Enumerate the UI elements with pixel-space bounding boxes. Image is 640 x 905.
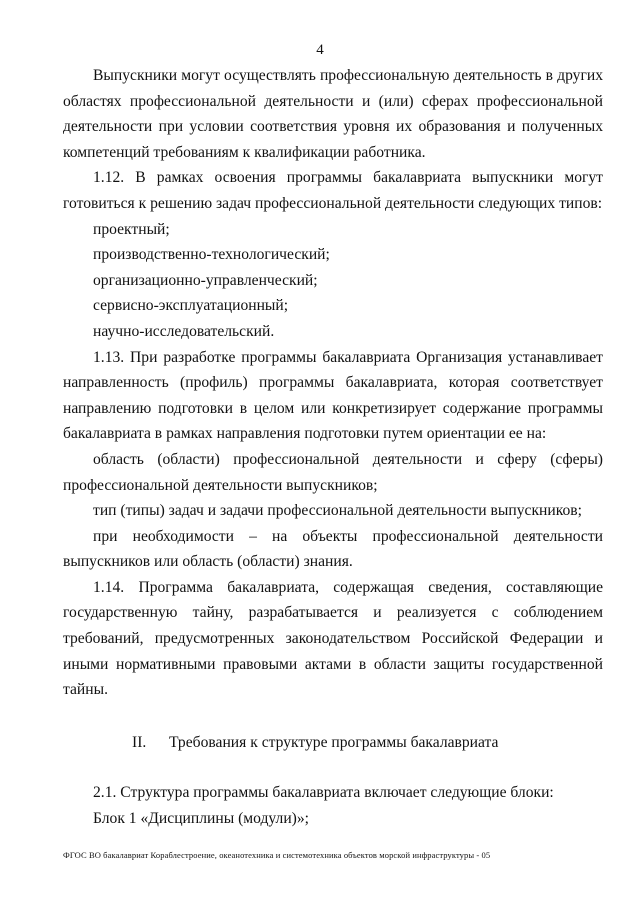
- page-number: 4: [316, 42, 324, 58]
- list-item-type: организационно-управленческий;: [93, 271, 318, 289]
- paragraph-1-14: 1.14. Программа бакалавриата, содержащая сведения, составляющие государственную тайну, разрабатывается и реализуется с соблюдением требований, предусмотренных законодательством Российской Федерации и иными нормативными правовыми актами в области защиты государственной тайны.: [63, 578, 603, 699]
- section-spacer: [63, 703, 603, 730]
- paragraph-focus-objects: при необходимости – на объекты профессиональной деятельности выпускников или область (области) знания.: [63, 527, 603, 571]
- paragraph-focus-area: область (области) профессиональной деятельности и сферу (сферы) профессиональной деятельности выпускников;: [63, 450, 603, 494]
- paragraph-2-1: 2.1. Структура программы бакалавриата включает следующие блоки:: [93, 784, 554, 802]
- list-item-type: сервисно-эксплуатационный;: [93, 297, 289, 315]
- paragraph-1-12: 1.12. В рамках освоения программы бакалавриата выпускники могут готовиться к решению задач профессиональной деятельности следующих типов:: [63, 169, 603, 212]
- paragraph-graduates: Выпускники могут осуществлять профессиональную деятельность в других областях профессиональной деятельности и (или) сферах профессиональной деятельности при условии соответствия уровня их образования и полученных компетенций требованиям к квалификации работника.: [63, 67, 603, 161]
- paragraph-block-1: Блок 1 «Дисциплины (модули)»;: [93, 810, 309, 828]
- paragraph-1-13: 1.13. При разработке программы бакалавриата Организация устанавливает направленность (профиль) программы бакалавриата, которая соответствует направлению подготовки в целом или конкретизирует содержание программы бакалавриата в рамках направления подготовки путем ориентации ее на:: [63, 348, 603, 443]
- page-footer: ФГОС ВО бакалавриат Кораблестроение, океанотехника и системотехника объектов морской инфраструктуры - 05: [63, 850, 491, 860]
- section-heading: [63, 730, 603, 756]
- section-number: II.: [132, 733, 147, 751]
- list-item-type: производственно-технологический;: [93, 246, 330, 264]
- paragraph-focus-tasks: тип (типы) задач и задачи профессиональной деятельности выпускников;: [93, 502, 582, 520]
- list-item-type: научно-исследовательский.: [93, 322, 275, 340]
- document-body: [63, 63, 603, 832]
- list-item-type: проектный;: [93, 220, 170, 238]
- section-spacer: [63, 755, 603, 780]
- section-title: Требования к структуре программы бакалавриата: [169, 733, 499, 751]
